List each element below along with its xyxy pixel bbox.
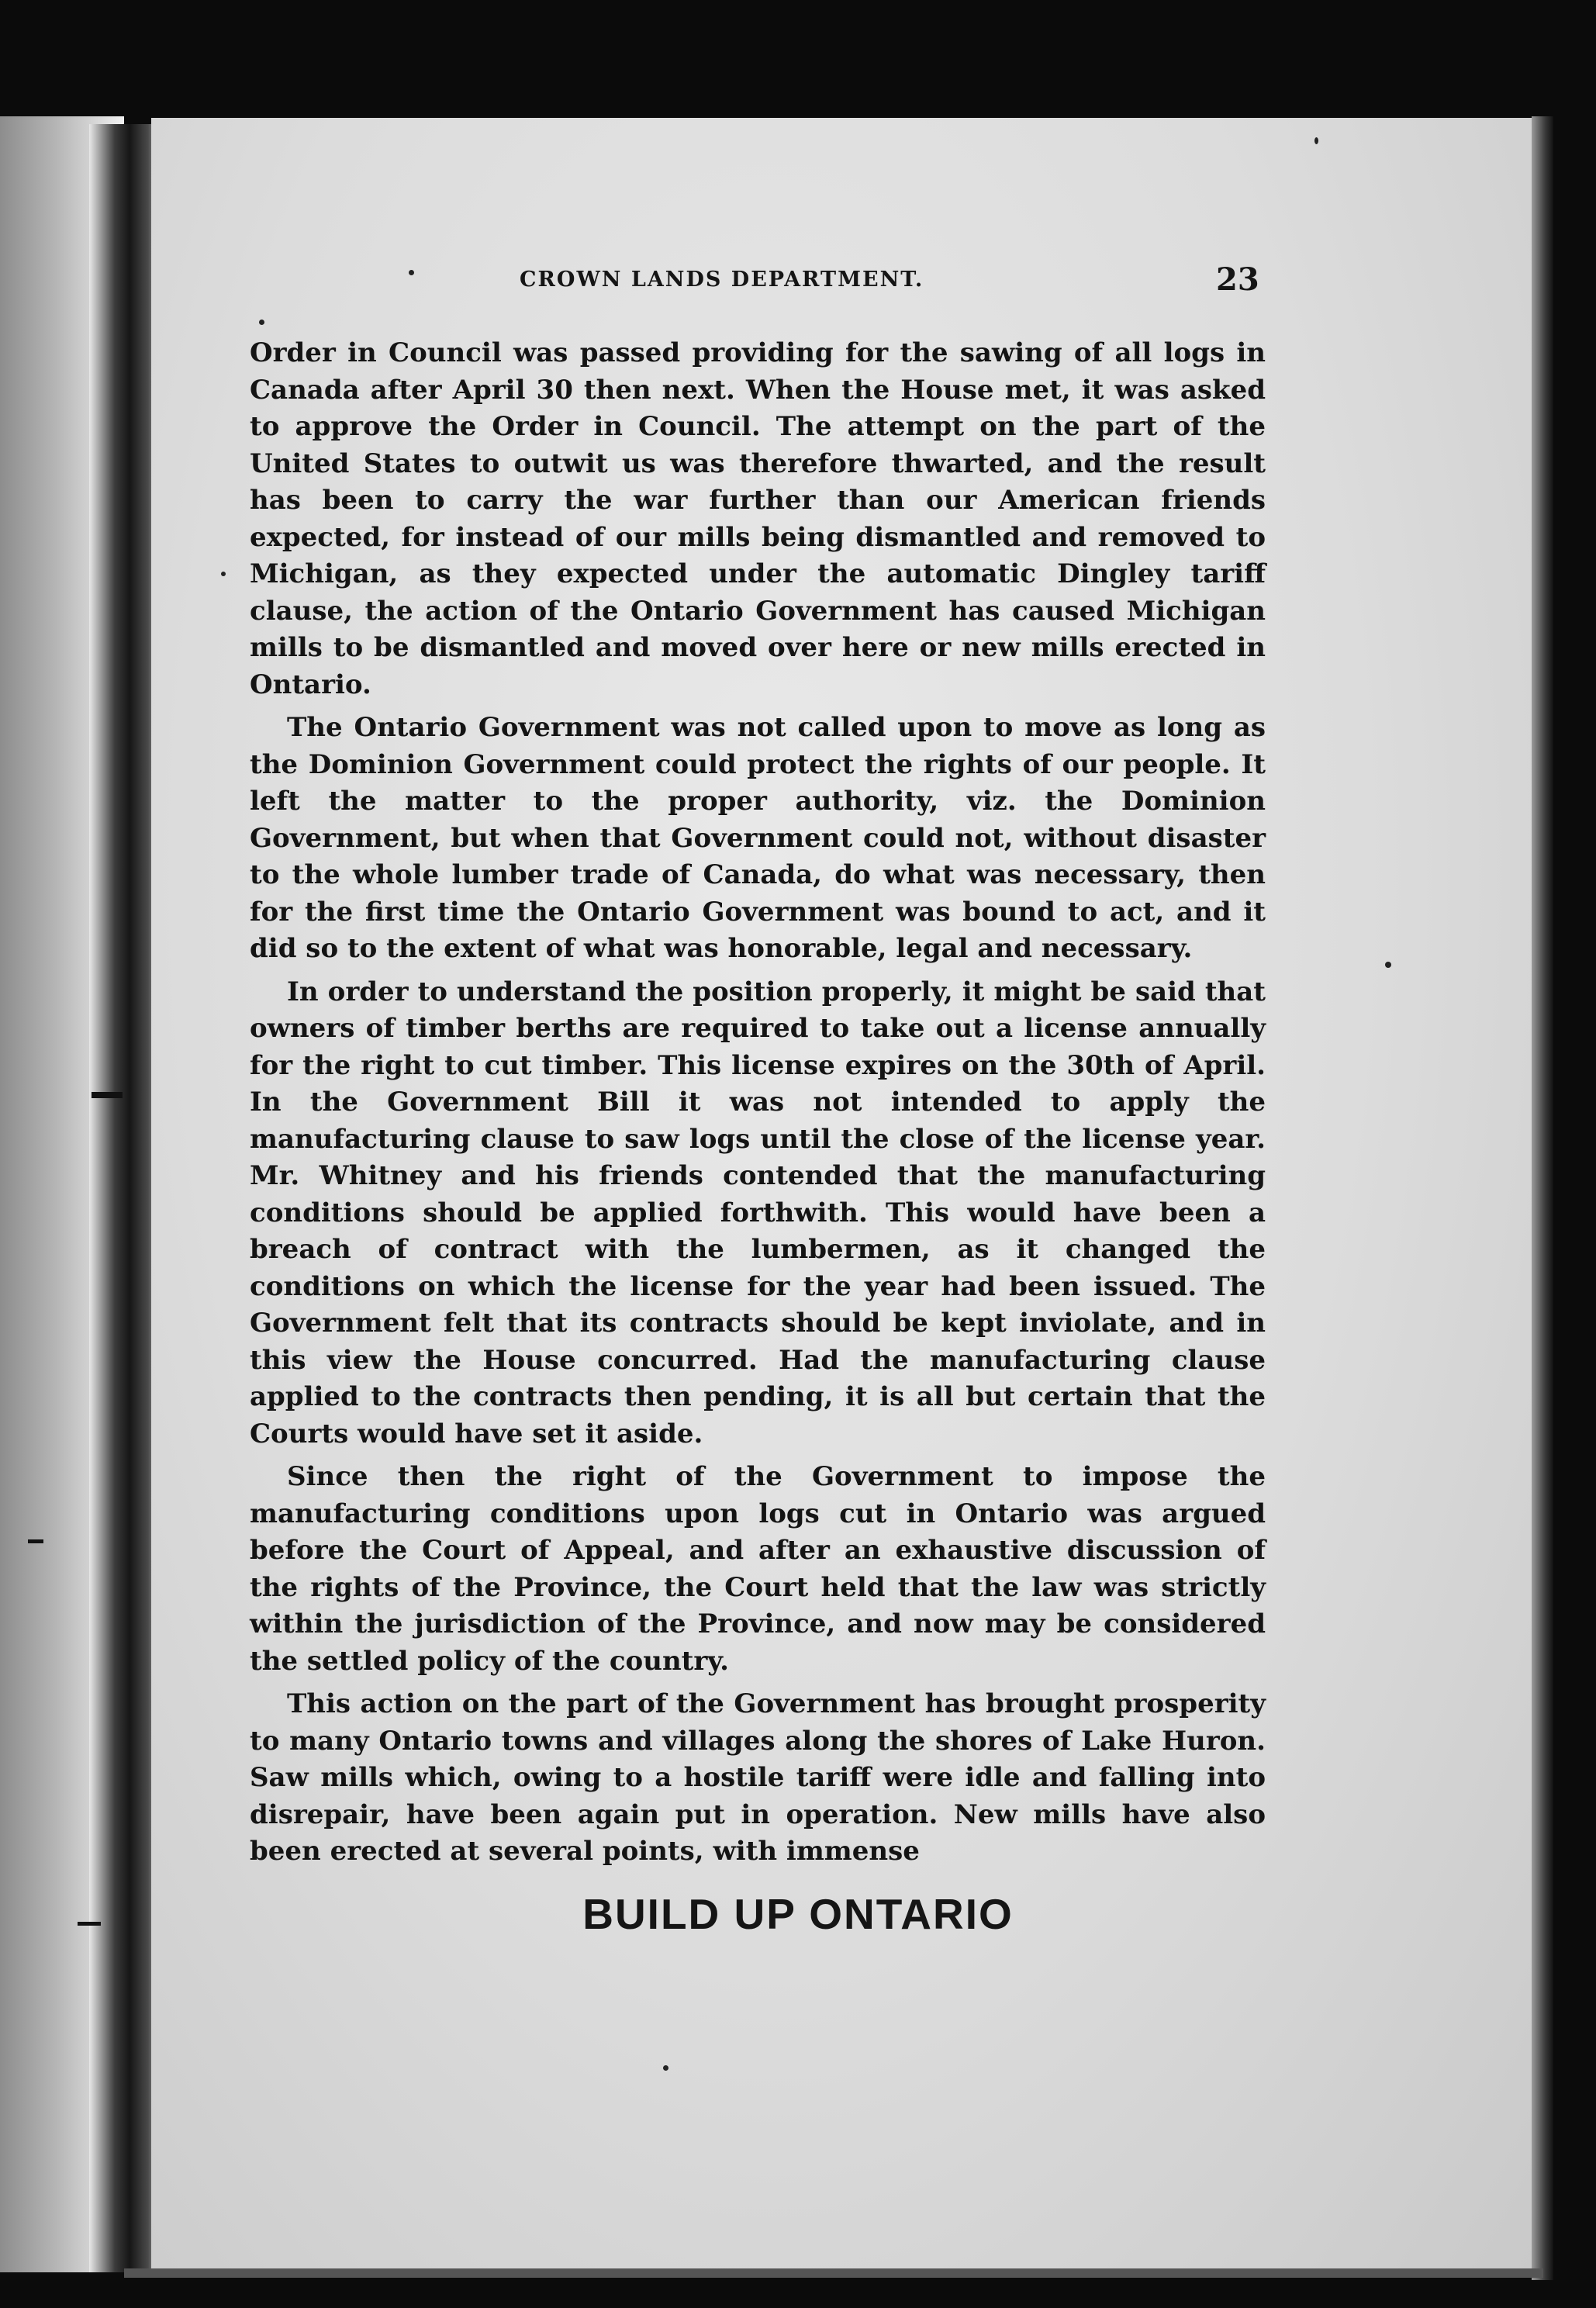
scan-speck: [1385, 962, 1391, 968]
body-text: [250, 335, 1266, 1877]
gutter-mark: [92, 1092, 123, 1098]
scan-speck: [221, 572, 226, 576]
gutter-mark: [28, 1539, 43, 1543]
page-number: 23: [1216, 261, 1259, 298]
page-right-edge: [1532, 116, 1553, 2280]
scan-speck: [1314, 137, 1318, 144]
running-head: [256, 261, 1259, 300]
paragraph: Order in Council was passed providing for the sawing of all logs in Canada after April 30 then next. When the House met, it was asked to approve the Order in Council. The attempt on the part of the United States to outwit us was therefore thwarted, and the result has been to carry the war further than our American friends expected, for instead of our mills being dismantled and removed to Michigan, as they expected under the automatic Dingley tariff clause, the action of the Ontario Government has caused Michigan mills to be dismantled and moved over here or new mills erected in Ontario.: [250, 337, 1266, 700]
paragraph: In order to understand the position properly, it might be said that owners of timber berths are required to take out a license annually for the right to cut timber. This license expires on the 30th of April. In the Government Bill it was not intended to apply the manufacturing clause to saw logs until the close of the license year. Mr. Whitney and his friends contended that the manufacturing conditions should be applied forthwith. This would have been a breach of contract with the lumbermen, as it changed the conditions on which the license for the year had been issued. The Government felt that its contracts should be kept inviolate, and in this view the House concurred. Had the manufacturing clause applied to the contracts then pending, it is all but certain that the Courts would have set it aside.: [250, 976, 1266, 1449]
section-header: CROWN LANDS DEPARTMENT.: [520, 268, 924, 292]
paragraph: Since then the right of the Government to impose the manufacturing conditions upon logs cut in Ontario was argued before the Court of Appeal, and after an exhaustive discussion of the rights of the Province, the Court held that the law was strictly within the jurisdiction of the Province, and now may be considered the settled policy of the country.: [250, 1461, 1266, 1677]
footer-banner: BUILD UP ONTARIO: [582, 1890, 1014, 1938]
scan-speck: [259, 320, 264, 325]
paragraph: The Ontario Government was not called upon to move as long as the Dominion Government could protect the rights of our people. It left the matter to the proper authority, viz. the Dominion Government, but when that Government could not, without disaster to the whole lumber trade of Canada, do what was necessary, then for the first time the Ontario Government was bound to act, and it did so to the extent of what was honorable, legal and necessary.: [250, 712, 1266, 964]
scan-speck: [663, 2065, 668, 2071]
paragraph: This action on the part of the Government has brought prosperity to many Ontario towns and villages along the shores of Lake Huron. Saw mills which, owing to a hostile tariff were idle and falling into disrepair, have been again put in operation. New mills have also been erected at several points, with immense: [250, 1688, 1266, 1867]
page-bottom-shadow: [124, 2268, 1543, 2278]
